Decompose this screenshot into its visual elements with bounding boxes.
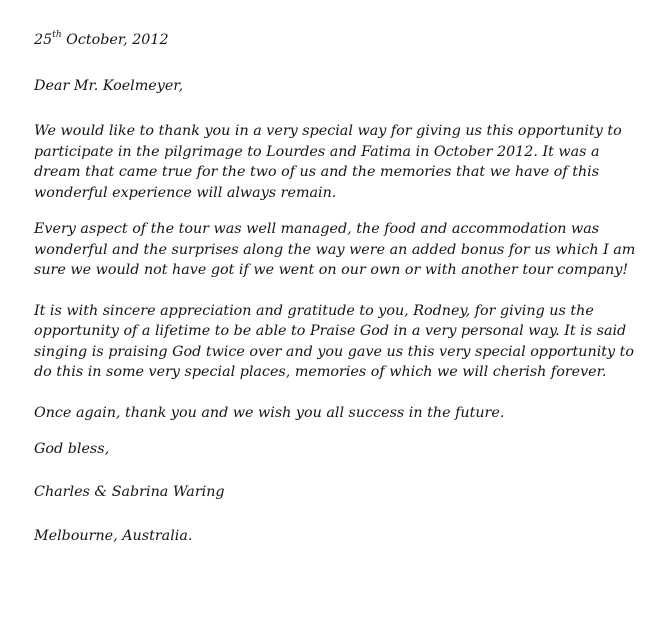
signature: Charles & Sabrina Waring bbox=[34, 483, 225, 500]
paragraph-line: Once again, thank you and we wish you all success in the future. bbox=[34, 404, 505, 421]
location: Melbourne, Australia. bbox=[34, 528, 193, 544]
paragraph-line: It is with sincere appreciation and gratitude to you, Rodney, for giving us the bbox=[34, 302, 594, 319]
paragraph-line: We would like to thank you in a very special way for giving us this opportunity to bbox=[34, 123, 622, 139]
paragraph-tour bbox=[34, 219, 636, 281]
date-day: 25 bbox=[34, 32, 53, 48]
paragraph-wishes bbox=[34, 403, 624, 424]
paragraph-appreciation bbox=[34, 301, 635, 383]
paragraph-line: wonderful experience will always remain. bbox=[34, 184, 337, 201]
letter-date bbox=[34, 30, 624, 51]
paragraph-line: singing is praising God twice over and you gave us this very special opportunity to bbox=[34, 343, 635, 360]
date-rest: October, 2012 bbox=[61, 32, 169, 48]
salutation: Dear Mr. Koelmeyer, bbox=[34, 77, 184, 94]
paragraph-thanks bbox=[34, 121, 624, 203]
paragraph-line: wonderful and the surprises along the way were an added bonus for us which I am bbox=[34, 241, 636, 258]
paragraph-line: opportunity of a lifetime to be able to Praise God in a very personal way. It is said bbox=[34, 323, 627, 339]
paragraph-line: Every aspect of the tour was well managed, the food and accommodation was bbox=[34, 221, 600, 237]
closing: God bless, bbox=[34, 441, 110, 457]
paragraph-line: participate in the pilgrimage to Lourdes and Fatima in October 2012. It was a bbox=[34, 143, 600, 160]
paragraph-line: sure we would not have got if we went on our own or with another tour company! bbox=[34, 262, 629, 278]
letter bbox=[34, 30, 636, 547]
paragraph-line: dream that came true for the two of us and the memories that we have of this bbox=[34, 164, 600, 180]
paragraph-line: do this in some very special places, memories of which we will cherish forever. bbox=[34, 364, 607, 380]
date-suffix: th bbox=[52, 30, 62, 41]
